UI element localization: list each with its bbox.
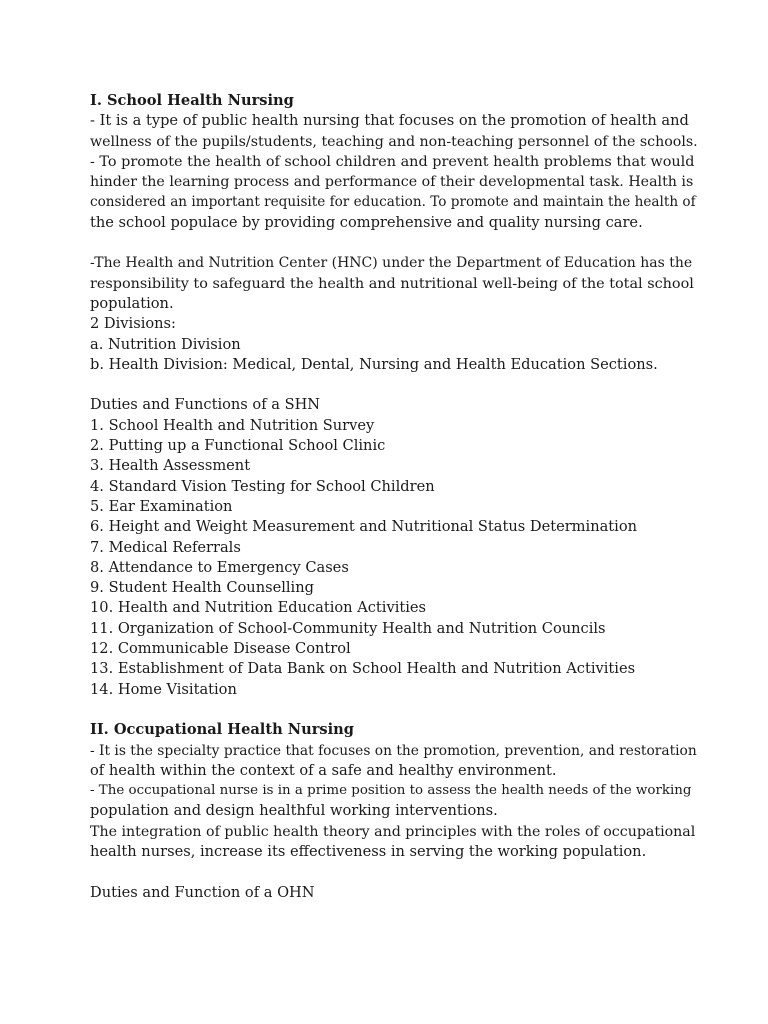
shn-duties-title: Duties and Functions of a SHN <box>90 396 321 414</box>
duty-item: 12. Communicable Disease Control <box>90 640 351 658</box>
duty-item: 8. Attendance to Emergency Cases <box>90 558 349 576</box>
section-1-line: - It is a type of public health nursing that focuses on the promotion of health and <box>90 112 689 130</box>
section-2-line: - The occupational nurse is in a prime position to assess the health needs of the working <box>90 783 692 799</box>
duty-item: 6. Height and Weight Measurement and Nutritional Status Determination <box>90 518 638 536</box>
duty-item: 11. Organization of School-Community Health and Nutrition Councils <box>90 619 606 637</box>
section-2-line: health nurses, increase its effectiveness in serving the working population. <box>90 842 647 860</box>
hnc-line: population. <box>90 294 174 312</box>
section-1-line: considered an important requisite for education. To promote and maintain the health of <box>90 194 696 211</box>
hnc-line: responsibility to safeguard the health and nutritional well-being of the total school <box>90 275 694 292</box>
duty-item: 14. Home Visitation <box>90 680 237 698</box>
document-page <box>90 91 698 903</box>
divisions-label: 2 Divisions: <box>90 315 176 333</box>
section-1-line: - To promote the health of school children and prevent health problems that would <box>90 153 695 170</box>
section-1-title: I. School Health Nursing <box>90 92 294 109</box>
hnc-line: -The Health and Nutrition Center (HNC) under the Department of Education has the <box>90 255 693 272</box>
section-2-line: - It is the specialty practice that focuses on the promotion, prevention, and restoration <box>90 742 697 759</box>
section-1-line: hinder the learning process and performance of their developmental task. Health is <box>90 174 694 191</box>
paragraph-gap <box>90 233 690 253</box>
duty-item: 13. Establishment of Data Bank on School Health and Nutrition Activities <box>90 660 636 678</box>
ohn-duties-title: Duties and Function of a OHN <box>90 883 315 901</box>
duty-item: 7. Medical Referrals <box>90 538 241 556</box>
section-2-line: of health within the context of a safe and healthy environment. <box>90 761 557 779</box>
duty-item: 3. Health Assessment <box>90 457 251 475</box>
section-2-line: The integration of public health theory and principles with the roles of occupational <box>90 823 696 840</box>
section-1-line: wellness of the pupils/students, teaching and non-teaching personnel of the schools. <box>90 133 698 150</box>
duty-item: 4. Standard Vision Testing for School Children <box>90 477 435 495</box>
section-2-line: population and design healthful working interventions. <box>90 802 498 820</box>
division-item: a. Nutrition Division <box>90 335 241 353</box>
section-1-line: the school populace by providing comprehensive and quality nursing care. <box>90 213 643 231</box>
duty-item: 1. School Health and Nutrition Survey <box>90 416 375 434</box>
section-2-title: II. Occupational Health Nursing <box>90 721 354 739</box>
paragraph-gap <box>90 862 690 882</box>
duty-item: 5. Ear Examination <box>90 497 233 515</box>
duty-item: 10. Health and Nutrition Education Activities <box>90 599 427 617</box>
division-item: b. Health Division: Medical, Dental, Nursing and Health Education Sections. <box>90 355 658 373</box>
duty-item: 2. Putting up a Functional School Clinic <box>90 437 386 455</box>
paragraph-gap <box>90 375 690 395</box>
duty-item: 9. Student Health Counselling <box>90 579 314 597</box>
paragraph-gap <box>90 700 690 720</box>
